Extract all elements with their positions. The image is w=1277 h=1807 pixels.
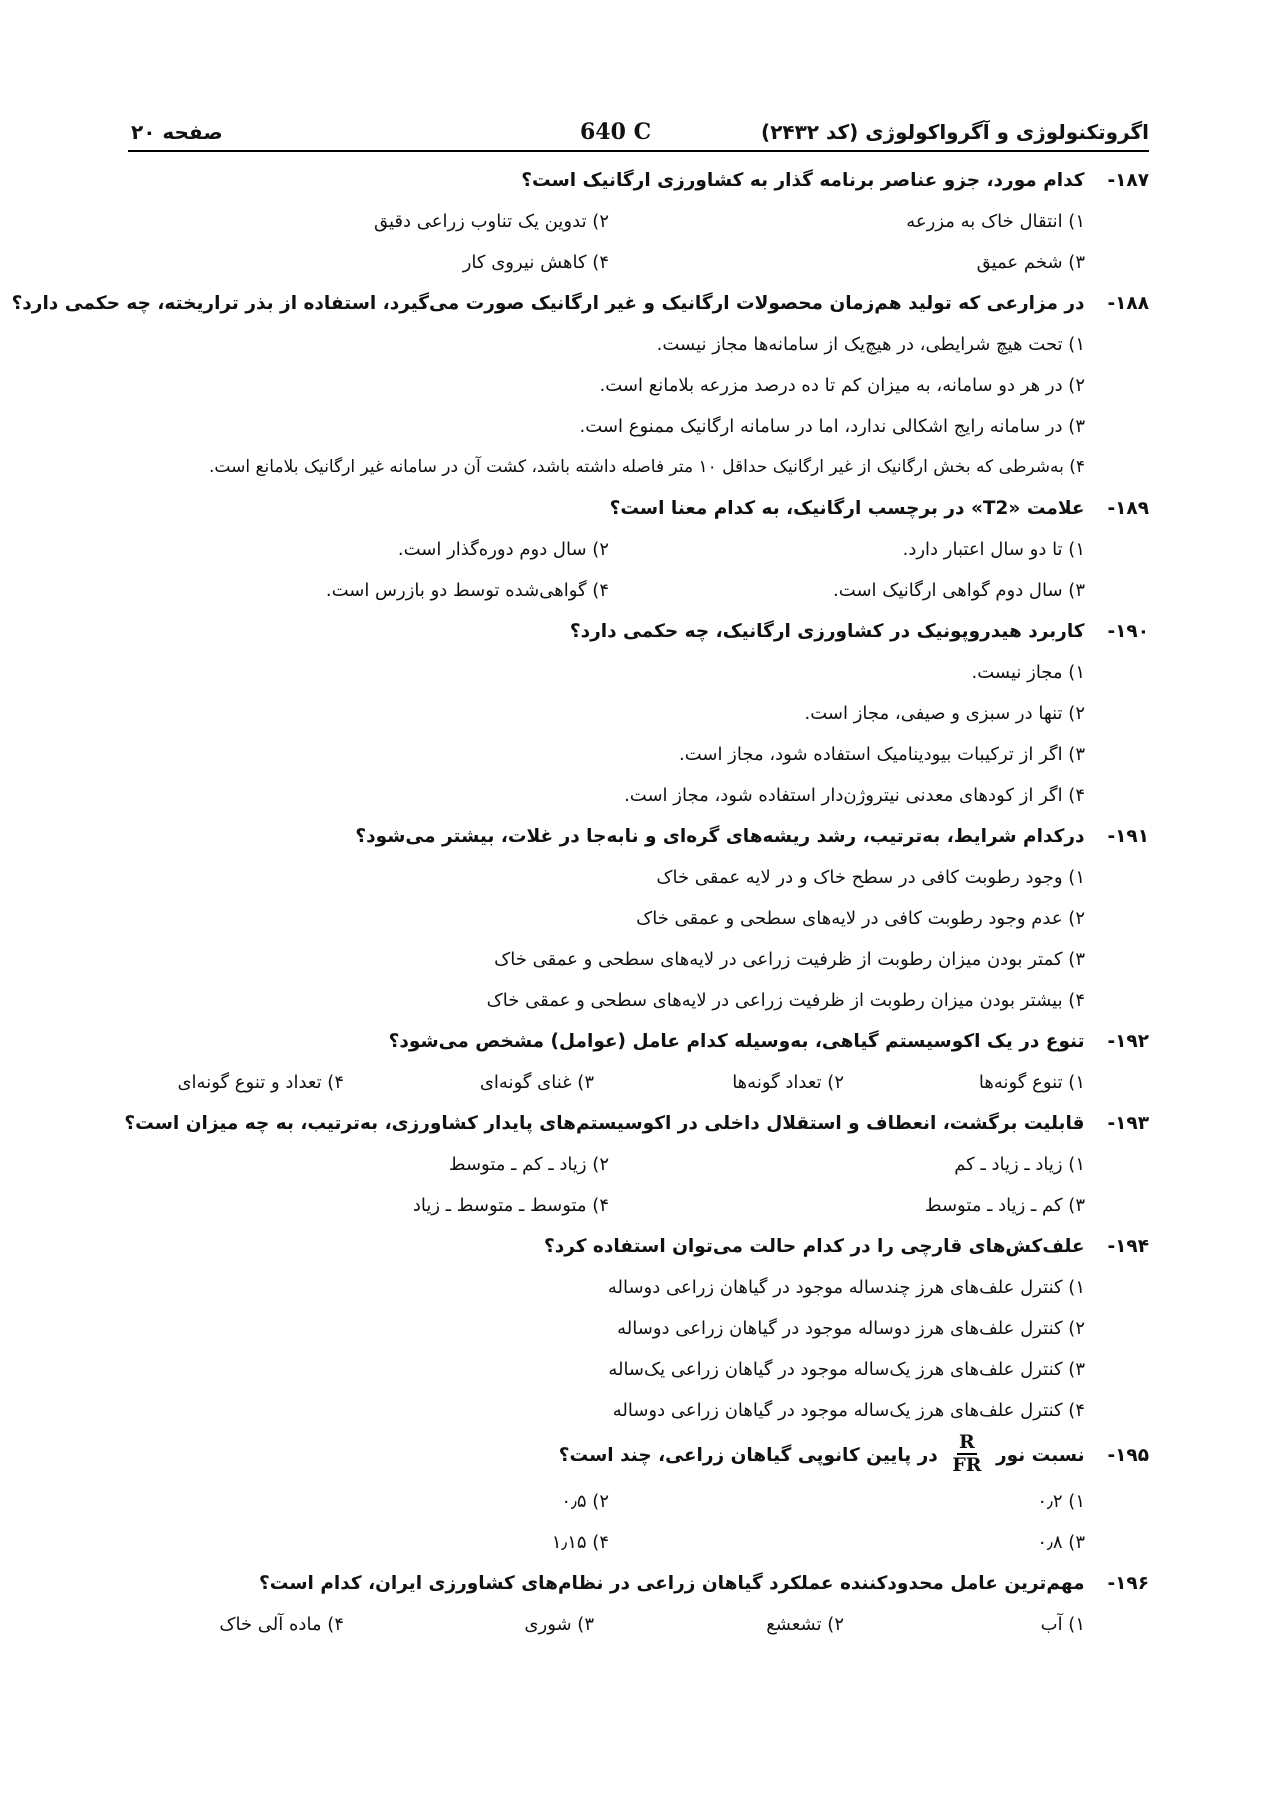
question-stem	[11, 283, 1149, 324]
question-number: ۱۹۴-	[1107, 1236, 1149, 1257]
fraction-denominator: FR	[952, 1454, 982, 1476]
option-row	[109, 1185, 1149, 1226]
option-row	[109, 447, 1149, 488]
option-3: ۳) ۰٫۸	[1037, 1532, 1085, 1553]
question-text: در مزارعی که تولید هم‌زمان محصولات ارگانیک و غیر ارگانیک صورت می‌گیرد، استفاده از بذر تراریخته، چه حکمی دارد؟	[11, 293, 1085, 314]
question-number: ۱۹۱-	[1107, 826, 1149, 847]
option-row	[109, 1349, 1149, 1390]
option-1: ۱) تنوع گونه‌ها	[978, 1072, 1085, 1093]
fraction-numerator: R	[959, 1431, 975, 1453]
question-text: قابلیت برگشت، انعطاف و استقلال داخلی در اکوسیستم‌های پایدار کشاورزی، به‌ترتیب، به چه میزان است؟	[124, 1113, 1085, 1134]
option-row	[109, 529, 1149, 570]
option-row	[109, 324, 1149, 365]
question-text: مهم‌ترین عامل محدودکننده عملکرد گیاهان زراعی در نظام‌های کشاورزی ایران، کدام است؟	[259, 1573, 1085, 1594]
ratio-fraction	[950, 1432, 983, 1476]
question-stem	[109, 816, 1149, 857]
option-row	[109, 857, 1149, 898]
question-stem	[109, 488, 1149, 529]
question-number: ۱۸۹-	[1107, 498, 1149, 519]
option-3: ۳) شوری	[524, 1614, 594, 1635]
option-row	[109, 980, 1149, 1021]
question-188	[11, 283, 1149, 488]
option-row	[109, 1481, 1149, 1522]
option-row	[109, 1604, 1149, 1645]
question-stem	[109, 1021, 1149, 1062]
question-196	[109, 1563, 1149, 1645]
option-2: ۲) تعداد گونه‌ها	[732, 1072, 844, 1093]
option-1: ۱) زیاد ـ زیاد ـ کم	[954, 1154, 1085, 1175]
question-stem	[109, 1103, 1149, 1144]
option-row	[109, 898, 1149, 939]
option-row	[109, 693, 1149, 734]
option-1: ۱) انتقال خاک به مزرعه	[906, 211, 1085, 232]
option-row	[109, 734, 1149, 775]
option-row	[109, 406, 1149, 447]
option-2: ۲) تدوین یک تناوب زراعی دقیق	[373, 211, 609, 232]
option-row	[109, 1144, 1149, 1185]
option-row	[109, 1267, 1149, 1308]
question-stem	[109, 1226, 1149, 1267]
option-3: ۳) شخم عمیق	[976, 252, 1085, 273]
option-1: ۱) مجاز نیست.	[971, 662, 1085, 683]
question-number: ۱۹۵-	[1107, 1445, 1149, 1466]
question-text: کاربرد هیدروپونیک در کشاورزی ارگانیک، چه حکمی دارد؟	[569, 621, 1085, 642]
option-4: ۴) گواهی‌شده توسط دو بازرس است.	[325, 580, 609, 601]
option-row	[109, 1522, 1149, 1563]
option-4: ۴) متوسط ـ متوسط ـ زیاد	[412, 1195, 609, 1216]
option-2: ۲) ۰٫۵	[561, 1491, 609, 1512]
question-194	[109, 1226, 1149, 1431]
question-list	[11, 160, 1149, 1645]
question-195	[109, 1431, 1149, 1563]
option-row	[109, 570, 1149, 611]
option-row	[109, 1390, 1149, 1431]
option-row	[109, 365, 1149, 406]
question-number: ۱۸۷-	[1107, 170, 1149, 191]
question-192	[109, 1021, 1149, 1103]
option-3: ۳) کم ـ زیاد ـ متوسط	[924, 1195, 1085, 1216]
question-text: درکدام شرایط، به‌ترتیب، رشد ریشه‌های گره‌ای و نابه‌جا در غلات، بیشتر می‌شود؟	[355, 826, 1085, 847]
question-text: علف‌کش‌های قارچی را در کدام حالت می‌توان استفاده کرد؟	[544, 1236, 1085, 1257]
option-1: ۱) وجود رطوبت کافی در سطح خاک و در لایه عمقی خاک	[656, 867, 1085, 888]
question-number: ۱۹۲-	[1107, 1031, 1149, 1052]
option-1: ۱) ۰٫۲	[1037, 1491, 1085, 1512]
option-2: ۲) در هر دو سامانه، به میزان کم تا ده درصد مزرعه بلامانع است.	[599, 375, 1085, 396]
question-189	[109, 488, 1149, 611]
question-text-after: در پایین کانوپی گیاهان زراعی، چند است؟	[558, 1445, 938, 1466]
question-text: علامت «T2» در برچسب ارگانیک، به کدام معنا است؟	[609, 498, 1085, 519]
option-row	[109, 775, 1149, 816]
option-1: ۱) کنترل علف‌های هرز چندساله موجود در گیاهان زراعی دوساله	[607, 1277, 1085, 1298]
option-4: ۴) ۱٫۱۵	[551, 1532, 609, 1553]
question-191	[109, 816, 1149, 1021]
option-3: ۳) سال دوم گواهی ارگانیک است.	[833, 580, 1085, 601]
question-number: ۱۹۰-	[1107, 621, 1149, 642]
option-4: ۴) ماده آلی خاک	[219, 1614, 344, 1635]
option-3: ۳) کنترل علف‌های هرز یک‌ساله موجود در گیاهان زراعی یک‌ساله	[608, 1359, 1085, 1380]
question-190	[109, 611, 1149, 816]
header-divider	[128, 150, 1149, 152]
question-stem	[109, 611, 1149, 652]
option-2: ۲) تشعشع	[766, 1614, 844, 1635]
option-3: ۳) کمتر بودن میزان رطوبت از ظرفیت زراعی در لایه‌های سطحی و عمقی خاک	[494, 949, 1085, 970]
option-2: ۲) زیاد ـ کم ـ متوسط	[448, 1154, 609, 1175]
option-2: ۲) سال دوم دوره‌گذار است.	[397, 539, 609, 560]
option-row	[109, 201, 1149, 242]
option-4: ۴) کنترل علف‌های هرز یک‌ساله موجود در گیاهان زراعی دوساله	[612, 1400, 1085, 1421]
question-187	[109, 160, 1149, 283]
question-text: تنوع در یک اکوسیستم گیاهی، به‌وسیله کدام عامل (عوامل) مشخص می‌شود؟	[388, 1031, 1085, 1052]
question-stem	[109, 1563, 1149, 1604]
option-2: ۲) تنها در سبزی و صیفی، مجاز است.	[804, 703, 1085, 724]
option-3: ۳) غنای گونه‌ای	[479, 1072, 594, 1093]
option-1: ۱) تحت هیچ شرایطی، در هیچ‌یک از سامانه‌ها مجاز نیست.	[656, 334, 1085, 355]
header-subject: اگروتکنولوژی و آگرواکولوژی (کد ۲۴۳۲)	[761, 120, 1149, 144]
option-row	[109, 652, 1149, 693]
question-number: ۱۸۸-	[1107, 293, 1149, 314]
option-row	[109, 242, 1149, 283]
option-4: ۴) به‌شرطی که بخش ارگانیک از غیر ارگانیک حداقل ۱۰ متر فاصله داشته باشد، کشت آن در سامانه غیر ارگانیک بلامانع است.	[209, 457, 1085, 477]
option-3: ۳) اگر از ترکیبات بیودینامیک استفاده شود، مجاز است.	[678, 744, 1085, 765]
question-number: ۱۹۶-	[1107, 1573, 1149, 1594]
option-2: ۲) کنترل علف‌های هرز دوساله موجود در گیاهان زراعی دوساله	[617, 1318, 1085, 1339]
option-1: ۱) آب	[1040, 1614, 1085, 1635]
option-row	[109, 939, 1149, 980]
option-4: ۴) بیشتر بودن میزان رطوبت از ظرفیت زراعی در لایه‌های سطحی و عمقی خاک	[486, 990, 1085, 1011]
option-4: ۴) تعداد و تنوع گونه‌ای	[177, 1072, 344, 1093]
option-2: ۲) عدم وجود رطوبت کافی در لایه‌های سطحی و عمقی خاک	[636, 908, 1085, 929]
option-row	[109, 1062, 1149, 1103]
question-text-before: نسبت نور	[996, 1445, 1085, 1466]
question-stem	[109, 160, 1149, 201]
header-page-number: صفحه ۲۰	[131, 120, 223, 144]
option-row	[109, 1308, 1149, 1349]
question-text: کدام مورد، جزو عناصر برنامه گذار به کشاورزی ارگانیک است؟	[521, 170, 1085, 191]
option-4: ۴) کاهش نیروی کار	[462, 252, 609, 273]
question-193	[109, 1103, 1149, 1226]
option-3: ۳) در سامانه رایج اشکالی ندارد، اما در سامانه ارگانیک ممنوع است.	[579, 416, 1085, 437]
header-booklet-code: 640 C	[580, 119, 652, 145]
option-4: ۴) اگر از کودهای معدنی نیتروژن‌دار استفاده شود، مجاز است.	[624, 785, 1085, 806]
question-stem	[109, 1431, 1149, 1481]
question-number: ۱۹۳-	[1107, 1113, 1149, 1134]
option-1: ۱) تا دو سال اعتبار دارد.	[902, 539, 1085, 560]
